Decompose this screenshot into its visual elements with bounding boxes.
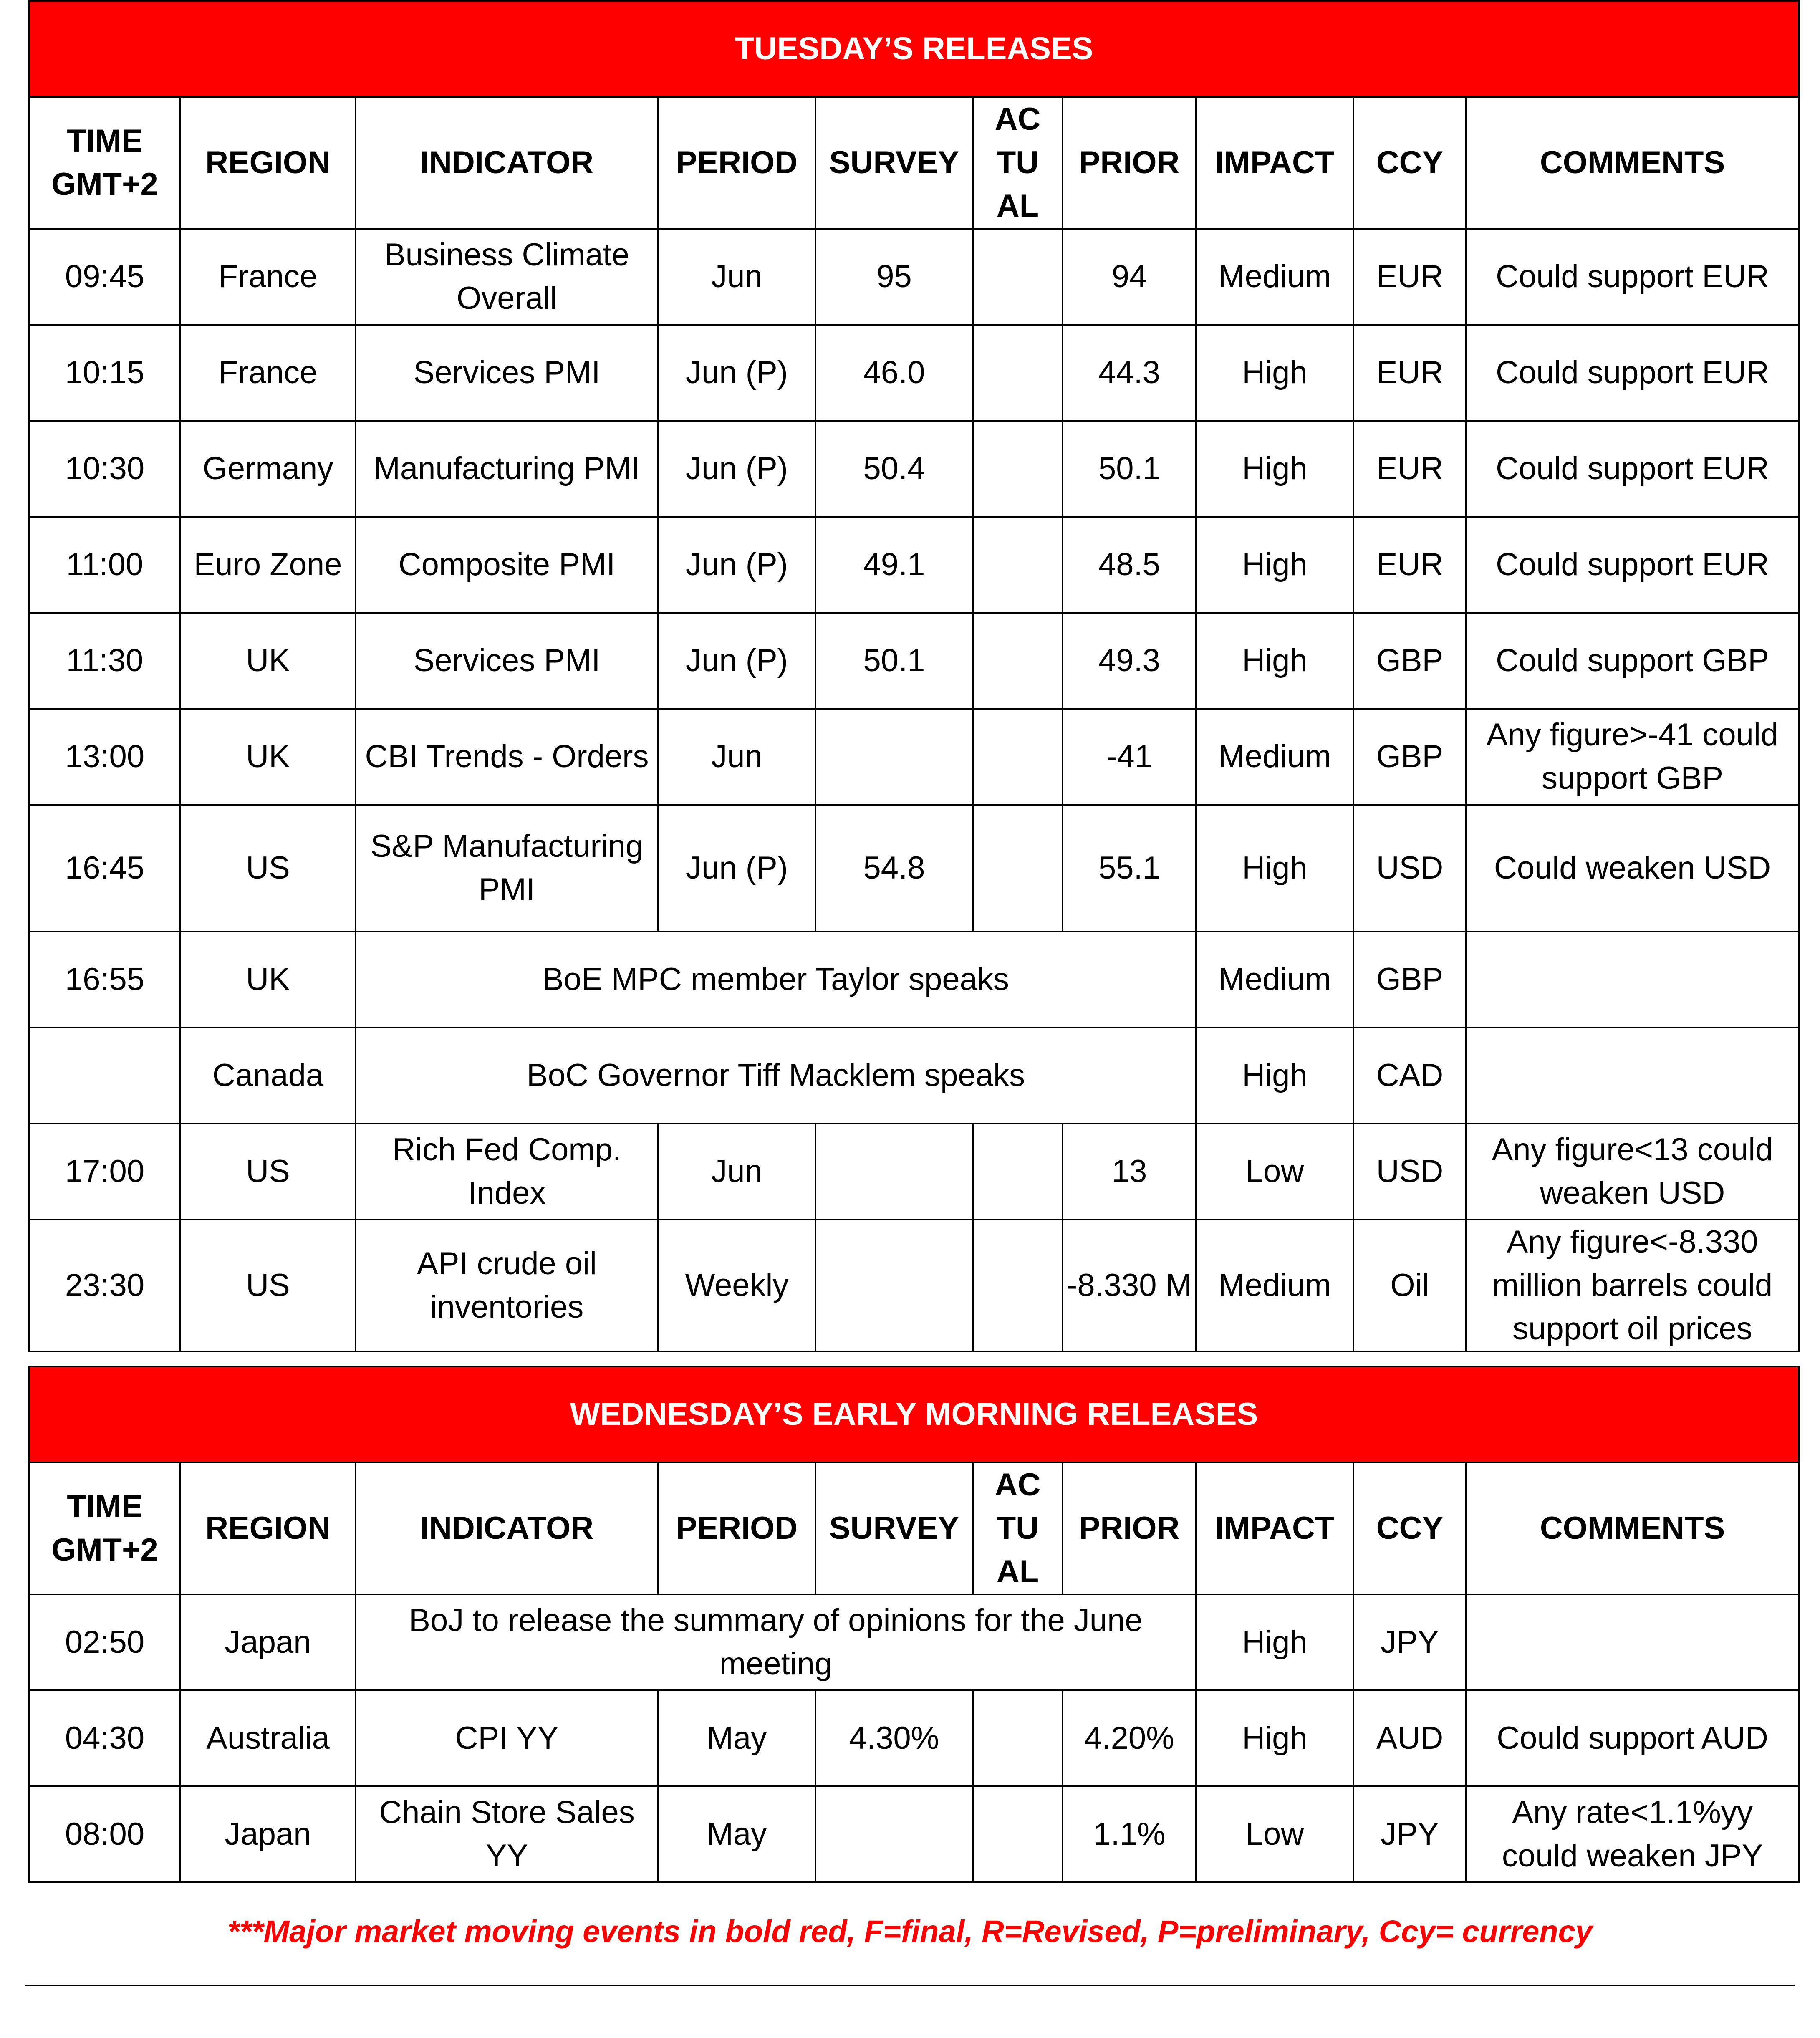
bottom-divider [25, 1985, 1795, 1986]
cell-region: UK [180, 709, 356, 805]
table-row [29, 709, 1799, 805]
cell-region: Japan [180, 1594, 356, 1690]
cell-region: France [180, 229, 356, 325]
cell-impact: Medium [1196, 932, 1353, 1028]
cell-prior: 44.3 [1063, 325, 1196, 421]
cell-indicator: Composite PMI [356, 517, 658, 613]
cell-actual [973, 613, 1063, 709]
cell-time: 04:30 [29, 1690, 180, 1786]
cell-indicator: CPI YY [356, 1690, 658, 1786]
cell-actual [973, 1220, 1063, 1351]
cell-ccy: EUR [1353, 421, 1466, 517]
cell-time: 10:30 [29, 421, 180, 517]
cell-survey: 50.4 [815, 421, 973, 517]
table-row [29, 613, 1799, 709]
cell-comments: Any figure<-8.330 million barrels could support oil prices [1466, 1220, 1799, 1351]
cell-prior: -41 [1063, 709, 1196, 805]
cell-impact: High [1196, 1690, 1353, 1786]
cell-region: US [180, 805, 356, 932]
tuesday-releases-table [28, 0, 1800, 1352]
cell-survey [815, 1786, 973, 1882]
cell-region: Euro Zone [180, 517, 356, 613]
cell-comments: Could support EUR [1466, 325, 1799, 421]
table-row [29, 1690, 1799, 1786]
col-header-time: TIME GMT+2 [29, 1462, 180, 1594]
cell-time: 17:00 [29, 1124, 180, 1220]
cell-period: Jun [658, 229, 815, 325]
col-header-actual: AC TU AL [973, 97, 1063, 229]
cell-indicator: API crude oil inventories [356, 1220, 658, 1351]
cell-period: Jun (P) [658, 325, 815, 421]
cell-ccy: GBP [1353, 709, 1466, 805]
cell-event: BoJ to release the summary of opinions for the June meeting [356, 1594, 1196, 1690]
cell-actual [973, 517, 1063, 613]
cell-time: 09:45 [29, 229, 180, 325]
col-header-time: TIME GMT+2 [29, 97, 180, 229]
cell-actual [973, 1690, 1063, 1786]
table-header-row [29, 1462, 1799, 1594]
cell-comments [1466, 1028, 1799, 1124]
cell-comments: Any rate<1.1%yy could weaken JPY [1466, 1786, 1799, 1882]
cell-time: 23:30 [29, 1220, 180, 1351]
table-row [29, 517, 1799, 613]
cell-indicator: Chain Store Sales YY [356, 1786, 658, 1882]
cell-period: May [658, 1690, 815, 1786]
col-header-prior: PRIOR [1063, 97, 1196, 229]
cell-actual [973, 1786, 1063, 1882]
cell-impact: Medium [1196, 229, 1353, 325]
col-header-region: REGION [180, 97, 356, 229]
cell-comments [1466, 1594, 1799, 1690]
cell-region: France [180, 325, 356, 421]
table-row [29, 805, 1799, 932]
table-row [29, 229, 1799, 325]
cell-time: 08:00 [29, 1786, 180, 1882]
cell-actual [973, 229, 1063, 325]
col-header-actual: AC TU AL [973, 1462, 1063, 1594]
cell-impact: High [1196, 517, 1353, 613]
cell-actual [973, 1124, 1063, 1220]
cell-survey [815, 709, 973, 805]
col-header-impact: IMPACT [1196, 97, 1353, 229]
cell-indicator: Services PMI [356, 325, 658, 421]
cell-period: Jun (P) [658, 613, 815, 709]
cell-indicator: CBI Trends - Orders [356, 709, 658, 805]
col-header-survey: SURVEY [815, 1462, 973, 1594]
col-header-region: REGION [180, 1462, 356, 1594]
table-row [29, 1786, 1799, 1882]
cell-ccy: EUR [1353, 229, 1466, 325]
cell-time: 11:00 [29, 517, 180, 613]
cell-ccy: Oil [1353, 1220, 1466, 1351]
cell-prior: 48.5 [1063, 517, 1196, 613]
cell-period: Weekly [658, 1220, 815, 1351]
cell-region: Australia [180, 1690, 356, 1786]
table-row [29, 325, 1799, 421]
cell-time [29, 1028, 180, 1124]
cell-region: Germany [180, 421, 356, 517]
col-header-period: PERIOD [658, 1462, 815, 1594]
col-header-indicator: INDICATOR [356, 97, 658, 229]
cell-impact: High [1196, 805, 1353, 932]
cell-comments: Could support EUR [1466, 421, 1799, 517]
cell-impact: High [1196, 1594, 1353, 1690]
col-header-prior: PRIOR [1063, 1462, 1196, 1594]
cell-prior: 94 [1063, 229, 1196, 325]
cell-region: US [180, 1220, 356, 1351]
wednesday-releases-table [28, 1366, 1800, 1883]
col-header-comments: COMMENTS [1466, 97, 1799, 229]
cell-impact: Low [1196, 1124, 1353, 1220]
cell-time: 02:50 [29, 1594, 180, 1690]
cell-prior: 4.20% [1063, 1690, 1196, 1786]
cell-survey: 49.1 [815, 517, 973, 613]
cell-comments: Could weaken USD [1466, 805, 1799, 932]
cell-ccy: USD [1353, 805, 1466, 932]
cell-comments [1466, 932, 1799, 1028]
cell-indicator: Business Climate Overall [356, 229, 658, 325]
cell-ccy: JPY [1353, 1594, 1466, 1690]
cell-impact: Medium [1196, 709, 1353, 805]
cell-region: US [180, 1124, 356, 1220]
col-header-ccy: CCY [1353, 1462, 1466, 1594]
cell-prior: -8.330 M [1063, 1220, 1196, 1351]
cell-time: 16:45 [29, 805, 180, 932]
cell-ccy: CAD [1353, 1028, 1466, 1124]
cell-comments: Could support EUR [1466, 517, 1799, 613]
cell-ccy: GBP [1353, 613, 1466, 709]
footnote: ***Major market moving events in bold red, F=final, R=Revised, P=preliminary, Ccy= currency [227, 1914, 1593, 1949]
table-row [29, 1594, 1799, 1690]
wednesday-title: WEDNESDAY’S EARLY MORNING RELEASES [29, 1366, 1799, 1462]
cell-comments: Any figure<13 could weaken USD [1466, 1124, 1799, 1220]
col-header-ccy: CCY [1353, 97, 1466, 229]
col-header-impact: IMPACT [1196, 1462, 1353, 1594]
cell-period: Jun (P) [658, 517, 815, 613]
cell-prior: 49.3 [1063, 613, 1196, 709]
cell-actual [973, 325, 1063, 421]
cell-region: UK [180, 613, 356, 709]
cell-event: BoC Governor Tiff Macklem speaks [356, 1028, 1196, 1124]
cell-survey: 46.0 [815, 325, 973, 421]
cell-region: Japan [180, 1786, 356, 1882]
cell-time: 11:30 [29, 613, 180, 709]
cell-region: UK [180, 932, 356, 1028]
cell-event: BoE MPC member Taylor speaks [356, 932, 1196, 1028]
table-row [29, 1220, 1799, 1351]
col-header-period: PERIOD [658, 97, 815, 229]
col-header-indicator: INDICATOR [356, 1462, 658, 1594]
col-header-comments: COMMENTS [1466, 1462, 1799, 1594]
cell-survey: 95 [815, 229, 973, 325]
cell-indicator: S&P Manufacturing PMI [356, 805, 658, 932]
cell-impact: Medium [1196, 1220, 1353, 1351]
cell-survey [815, 1220, 973, 1351]
cell-period: Jun (P) [658, 805, 815, 932]
cell-indicator: Manufacturing PMI [356, 421, 658, 517]
cell-comments: Could support EUR [1466, 229, 1799, 325]
cell-impact: High [1196, 613, 1353, 709]
cell-impact: High [1196, 325, 1353, 421]
cell-survey: 50.1 [815, 613, 973, 709]
cell-period: Jun [658, 709, 815, 805]
col-header-survey: SURVEY [815, 97, 973, 229]
cell-period: Jun (P) [658, 421, 815, 517]
cell-impact: High [1196, 421, 1353, 517]
cell-period: Jun [658, 1124, 815, 1220]
tuesday-title: TUESDAY’S RELEASES [29, 1, 1799, 97]
cell-ccy: EUR [1353, 517, 1466, 613]
table-header-row [29, 97, 1799, 229]
table-row [29, 421, 1799, 517]
cell-indicator: Services PMI [356, 613, 658, 709]
cell-time: 16:55 [29, 932, 180, 1028]
cell-actual [973, 421, 1063, 517]
cell-survey [815, 1124, 973, 1220]
cell-impact: High [1196, 1028, 1353, 1124]
cell-survey: 4.30% [815, 1690, 973, 1786]
cell-actual [973, 805, 1063, 932]
cell-ccy: JPY [1353, 1786, 1466, 1882]
cell-prior: 1.1% [1063, 1786, 1196, 1882]
cell-indicator: Rich Fed Comp. Index [356, 1124, 658, 1220]
cell-comments: Could support GBP [1466, 613, 1799, 709]
table-row [29, 932, 1799, 1028]
cell-prior: 13 [1063, 1124, 1196, 1220]
cell-ccy: GBP [1353, 932, 1466, 1028]
cell-time: 10:15 [29, 325, 180, 421]
cell-period: May [658, 1786, 815, 1882]
cell-actual [973, 709, 1063, 805]
cell-region: Canada [180, 1028, 356, 1124]
cell-ccy: AUD [1353, 1690, 1466, 1786]
table-row [29, 1124, 1799, 1220]
cell-time: 13:00 [29, 709, 180, 805]
cell-survey: 54.8 [815, 805, 973, 932]
cell-prior: 50.1 [1063, 421, 1196, 517]
cell-impact: Low [1196, 1786, 1353, 1882]
cell-comments: Any figure>-41 could support GBP [1466, 709, 1799, 805]
table-row [29, 1028, 1799, 1124]
cell-ccy: EUR [1353, 325, 1466, 421]
cell-prior: 55.1 [1063, 805, 1196, 932]
cell-comments: Could support AUD [1466, 1690, 1799, 1786]
cell-ccy: USD [1353, 1124, 1466, 1220]
